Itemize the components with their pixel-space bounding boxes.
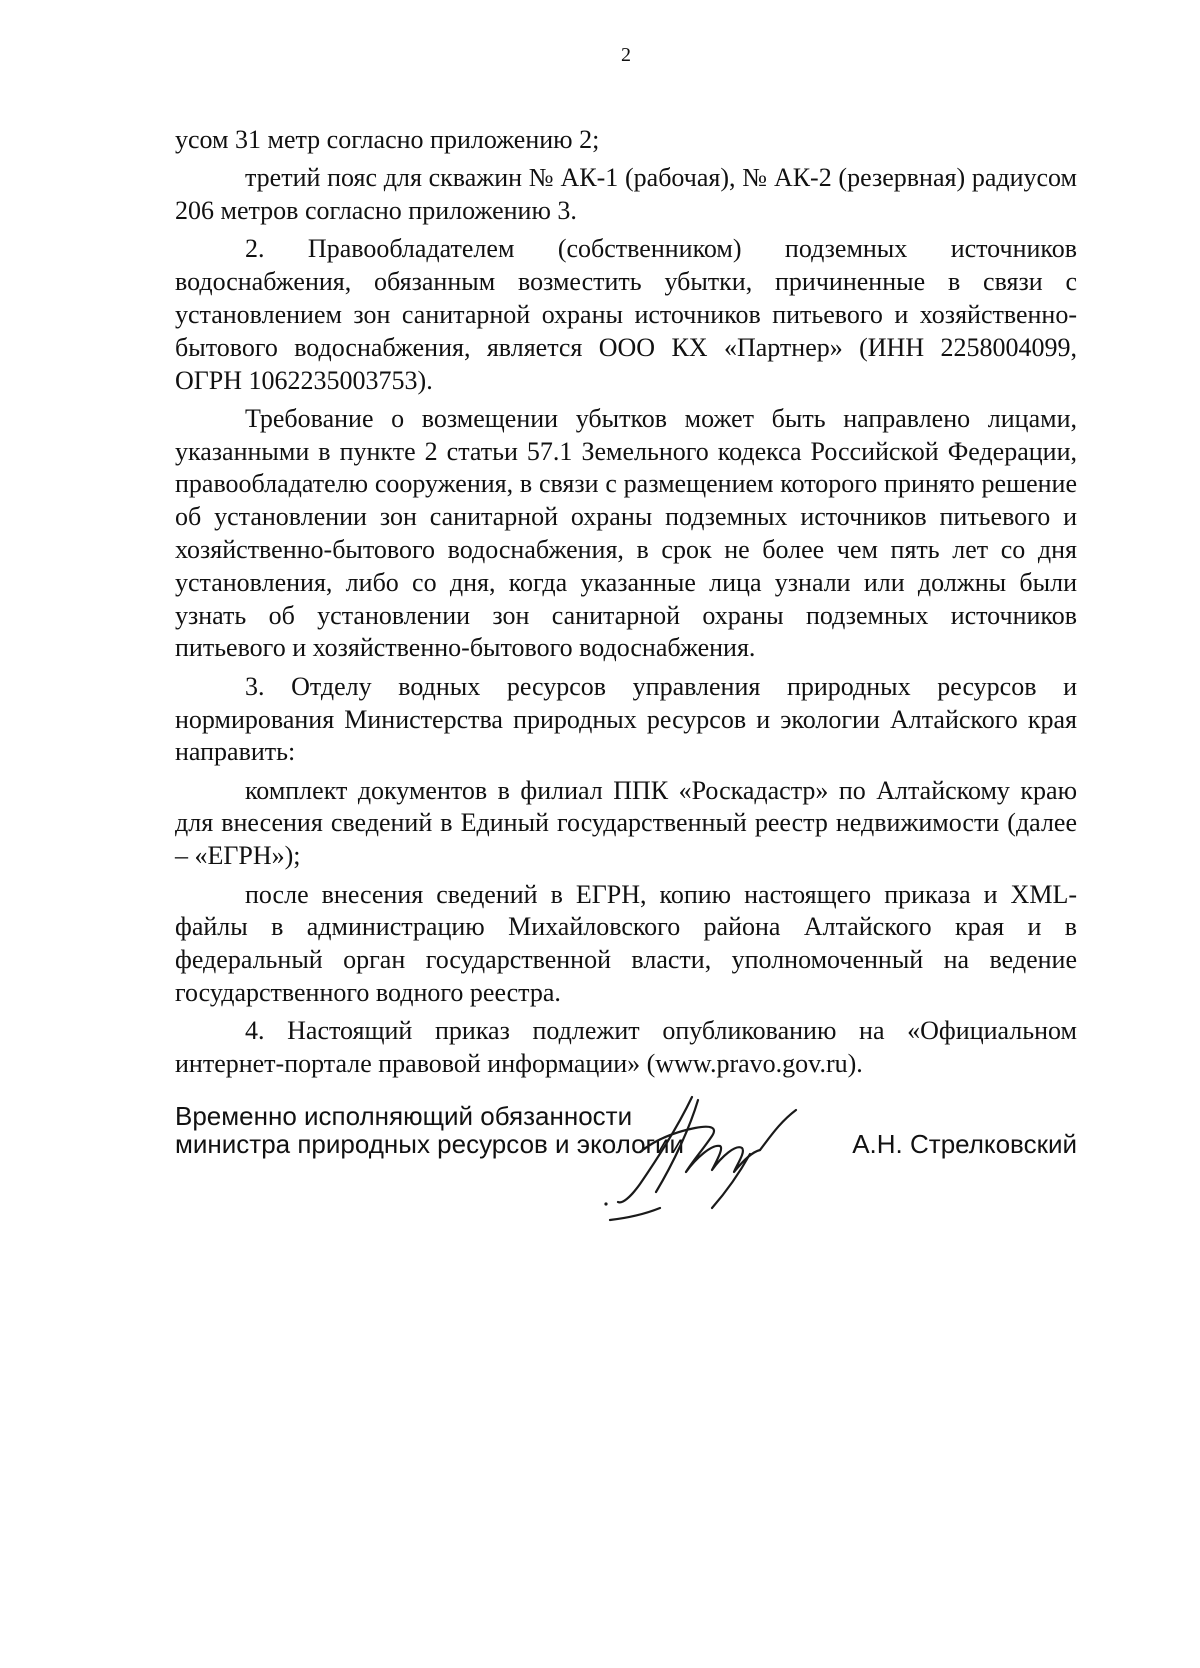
paragraph-item-2-owner: 2. Правообладателем (собственником) подземных источников водоснабжения, обязанным возместить убытки, причиненные в связи с установлением зон санитарной охраны источников питьевого и хозяйственно-бытового водоснабжения, является ООО КХ «Партнер» (ИНН 2258004099, ОГРН 1062235003753).	[175, 234, 1077, 395]
signatory-title-line-2: министра природных ресурсов и экологии	[175, 1129, 685, 1159]
page-number: 2	[621, 44, 631, 66]
paragraph-compensation-claim: Требование о возмещении убытков может быть направлено лицами, указанными в пункте 2 статьи 57.1 Земельного кодекса Российской Федерации, правообладателю сооружения, в связи с размещением которого принято решение об установлении зон санитарной охраны подземных источников питьевого и хозяйственно-бытового водоснабжения, в срок не более чем пять лет со дня установления, либо со дня, когда указанные лица узнали или должны были узнать об установлении зон санитарной охраны подземных источников питьевого и хозяйственно-бытового водоснабжения.	[175, 403, 1077, 663]
handwritten-signature	[600, 1092, 800, 1222]
signatory-name: А.Н. Стрелковский	[852, 1129, 1077, 1159]
paragraph-item-4-publication: 4. Настоящий приказ подлежит опубликованию на «Официальном интернет-портале правовой информации» (www.pravo.gov.ru).	[175, 1016, 1077, 1079]
document-body	[175, 124, 1077, 1081]
signatory-title-line-1: Временно исполняющий обязанности	[175, 1101, 633, 1131]
paragraph-radius-continuation: усом 31 метр согласно приложению 2;	[175, 125, 600, 154]
paragraph-third-belt: третий пояс для скважин № АК-1 (рабочая), № АК-2 (резервная) радиусом 206 метров согласно приложению 3.	[175, 163, 1077, 226]
paragraph-item-3-department: 3. Отделу водных ресурсов управления природных ресурсов и нормирования Министерства природных ресурсов и экологии Алтайского края направить:	[175, 671, 1077, 767]
paragraph-after-egrn: после внесения сведений в ЕГРН, копию настоящего приказа и XML-файлы в администрацию Михайловского района Алтайского края и в федеральный орган государственной власти, уполномоченный на ведение государственного водного реестра.	[175, 879, 1077, 1007]
paragraph-documents-roskadastr: комплект документов в филиал ППК «Роскадастр» по Алтайскому краю для внесения сведений в Единый государственный реестр недвижимости (далее – «ЕГРН»);	[175, 775, 1077, 871]
signature-block	[175, 1102, 1077, 1222]
